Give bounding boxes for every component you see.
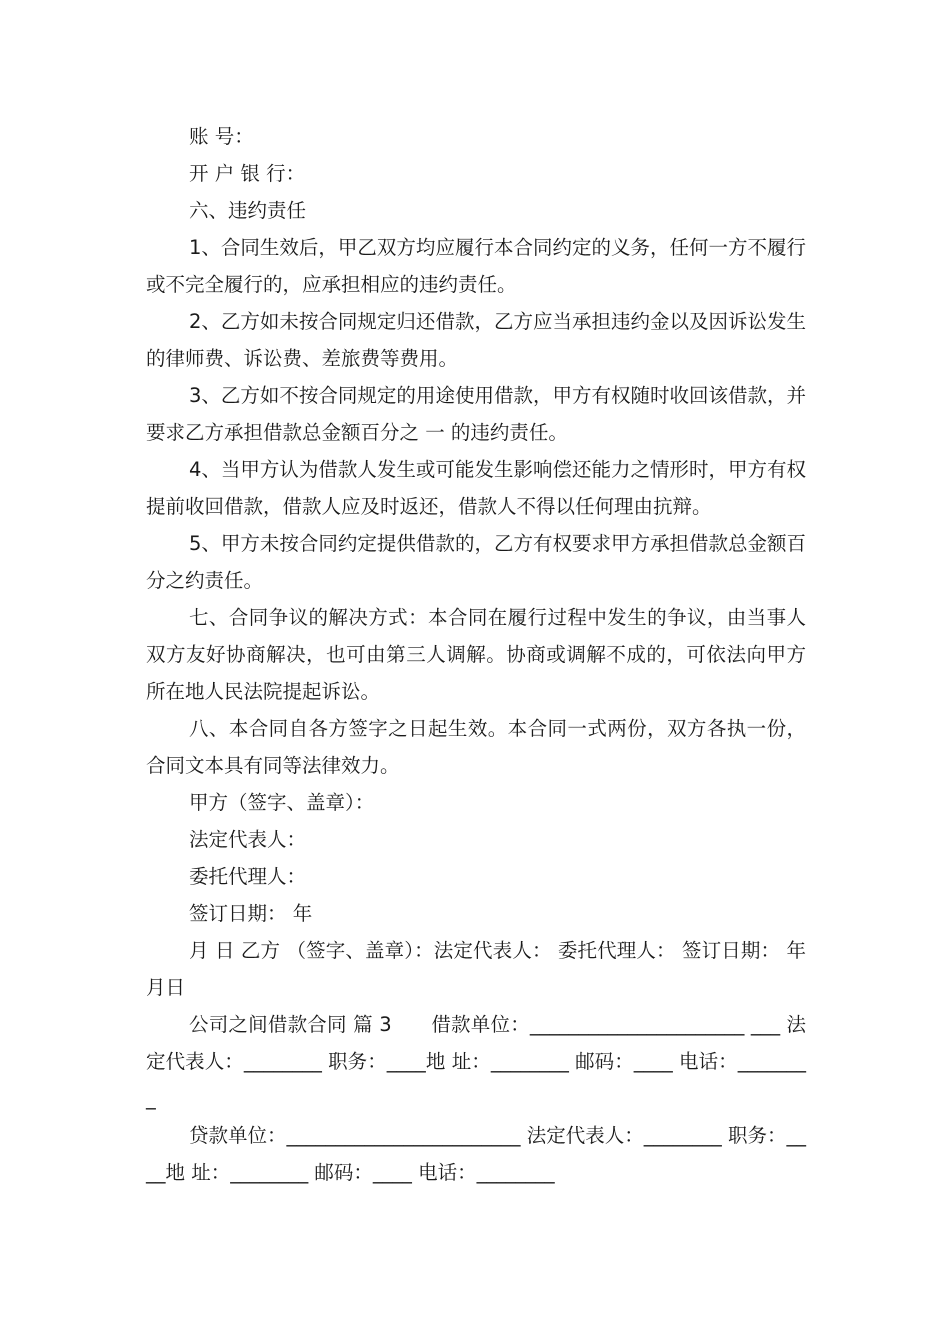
clause-4: 4、当甲方认为借款人发生或可能发生影响偿还能力之情形时，甲方有权提前收回借款，借款人应及时返还，借款人不得以任何理由抗辩。	[146, 458, 806, 518]
account-number-line: 账 号：	[189, 125, 254, 148]
contract-body	[146, 118, 813, 1191]
clause-2: 2、乙方如未按合同规定归还借款，乙方应当承担违约金以及因诉讼发生的律师费、诉讼费、差旅费等费用。	[146, 310, 806, 370]
section-effectiveness: 八、本合同自各方签字之日起生效。本合同一式两份，双方各执一份，合同文本具有同等法律效力。	[146, 717, 806, 777]
legal-representative-line: 法定代表人：	[189, 828, 307, 851]
clause-5: 5、甲方未按合同约定提供借款的，乙方有权要求甲方承担借款总金额百分之约责任。	[146, 532, 806, 592]
authorized-agent-line: 委托代理人：	[189, 865, 307, 888]
lender-line: 贷款单位：________________________ 法定代表人：________ 职务：____地 址：________ 邮码：____ 电话：________	[146, 1124, 806, 1184]
party-a-signature-line: 甲方（签字、盖章）：	[189, 791, 375, 814]
contract-3-borrower-line: 公司之间借款合同 篇 3 借款单位：______________________ ___ 法定代表人：________ 职务：____地 址：________ 邮码：____ 电话：________	[146, 1013, 806, 1110]
section-heading-breach: 六、违约责任	[189, 199, 307, 222]
bank-line: 开 户 银 行：	[189, 162, 306, 185]
clause-3: 3、乙方如不按合同规定的用途使用借款，甲方有权随时收回该借款，并要求乙方承担借款总金额百分之 一 的违约责任。	[146, 384, 806, 444]
party-b-signature-line: 月 日 乙方 （签字、盖章）：法定代表人： 委托代理人： 签订日期： 年 月日	[146, 939, 813, 999]
signing-date-line: 签订日期： 年	[189, 902, 313, 925]
section-dispute-resolution: 七、合同争议的解决方式：本合同在履行过程中发生的争议，由当事人双方友好协商解决，也可由第三人调解。协商或调解不成的，可依法向甲方所在地人民法院提起诉讼。	[146, 606, 806, 703]
clause-1: 1、合同生效后，甲乙双方均应履行本合同约定的义务，任何一方不履行或不完全履行的，应承担相应的违约责任。	[146, 236, 806, 296]
